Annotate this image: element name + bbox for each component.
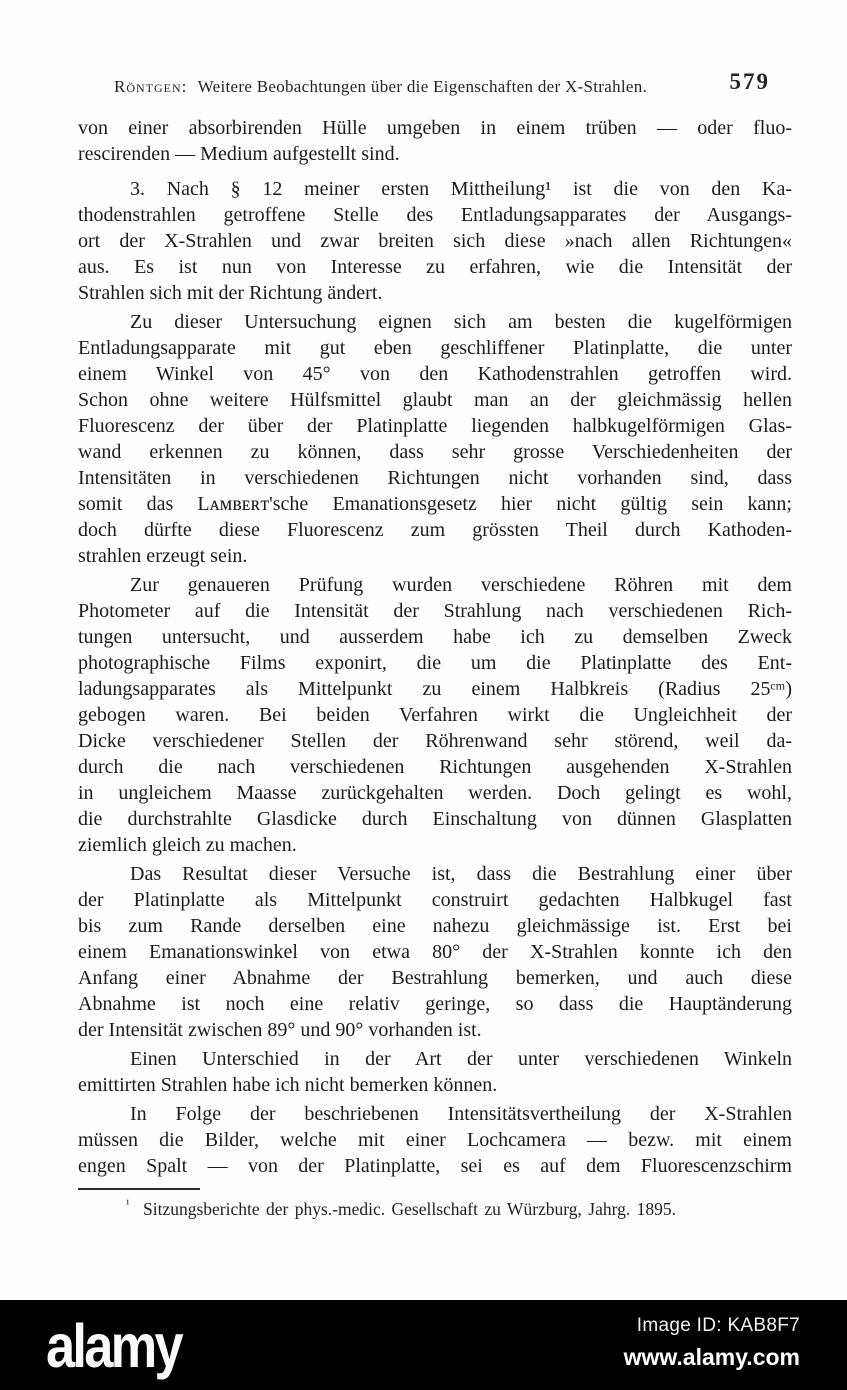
text-line: Zur genaueren Prüfung wurden verschiedene Röhren mit dem xyxy=(130,574,792,596)
text-line: gebogen waren. Bei beiden Verfahren wirkt die Ungleichheit der xyxy=(78,704,792,726)
text-line: in ungleichem Maasse zurückgehalten werden. Doch gelingt es wohl, xyxy=(78,782,792,804)
text-line: Zu dieser Untersuchung eignen sich am besten die kugelförmigen xyxy=(130,311,792,333)
running-head-title: Weitere Beobachtungen über die Eigenschaften der X-Strahlen. xyxy=(197,77,648,96)
footnote-text: Sitzungsberichte der phys.-medic. Gesellschaft zu Würzburg, Jahrg. 1895. xyxy=(142,1198,677,1219)
page-number: 579 xyxy=(729,69,770,94)
footnote-marker: ¹ xyxy=(126,1197,130,1211)
image-id-text: Image ID: KAB8F7 xyxy=(636,1315,800,1336)
text-line: Intensitäten in verschiedenen Richtungen nicht vorhanden sind, dass xyxy=(78,467,792,489)
text-line: In Folge der beschriebenen Intensitätsvertheilung der X-Strahlen xyxy=(130,1103,792,1125)
text-line: müssen die Bilder, welche mit einer Lochcamera — bezw. mit einem xyxy=(78,1129,792,1151)
text-line: 3. Nach § 12 meiner ersten Mittheilung¹ ist die von den Ka- xyxy=(130,178,792,200)
text-line: einem Emanationswinkel von etwa 80° der X-Strahlen konnte ich den xyxy=(78,941,792,963)
text-line: tungen untersucht, und ausserdem habe ich zu demselben Zweck xyxy=(78,626,792,648)
running-head-author: Röntgen: xyxy=(114,77,188,96)
page-content xyxy=(78,69,792,1220)
text-line: die durchstrahlte Glasdicke durch Einschaltung von dünnen Glasplatten xyxy=(78,808,792,830)
text-line: aus. Es ist nun von Interesse zu erfahren, wie die Intensität der xyxy=(78,256,792,278)
text-line: wand erkennen zu können, dass sehr grosse Verschiedenheiten der xyxy=(78,441,792,463)
text-line: durch die nach verschiedenen Richtungen ausgehenden X-Strahlen xyxy=(78,756,792,778)
text-line: Entladungsapparate mit gut eben geschliffener Platinplatte, die unter xyxy=(78,337,792,359)
text-line: thodenstrahlen getroffene Stelle des Entladungsapparates der Ausgangs- xyxy=(78,204,792,226)
text-line: engen Spalt — von der Platinplatte, sei es auf dem Fluorescenzschirm xyxy=(78,1155,792,1177)
text-line: einem Winkel von 45° von den Kathodenstrahlen getroffen wird. xyxy=(78,363,792,385)
text-line: Strahlen sich mit der Richtung ändert. xyxy=(78,282,383,304)
website-text: www.alamy.com xyxy=(623,1344,800,1370)
text-line: emittirten Strahlen habe ich nicht bemerken können. xyxy=(78,1074,498,1096)
text-line: Anfang einer Abnahme der Bestrahlung bemerken, und auch diese xyxy=(78,967,792,989)
text-line: doch dürfte diese Fluorescenz zum grössten Theil durch Kathoden- xyxy=(78,519,792,541)
text-line: photographische Films exponirt, die um die Platinplatte des Ent- xyxy=(78,652,792,674)
text-line: bis zum Rande derselben eine nahezu gleichmässige ist. Erst bei xyxy=(78,915,792,937)
text-line: von einer absorbirenden Hülle umgeben in einem trüben — oder fluo- xyxy=(78,117,792,139)
text-line: der Platinplatte als Mittelpunkt construirt gedachten Halbkugel fast xyxy=(78,889,792,911)
body-text xyxy=(78,115,792,1179)
running-head xyxy=(78,69,792,98)
text-line: strahlen erzeugt sein. xyxy=(78,545,248,567)
footnote-rule xyxy=(78,1188,200,1190)
text-line: Photometer auf die Intensität der Strahlung nach verschiedenen Rich- xyxy=(78,600,792,622)
text-line: der Intensität zwischen 89° und 90° vorhanden ist. xyxy=(78,1019,482,1041)
text-line: Dicke verschiedener Stellen der Röhrenwand sehr störend, weil da- xyxy=(78,730,792,752)
text-line: Fluorescenz der über der Platinplatte liegenden halbkugelförmigen Glas- xyxy=(78,415,792,437)
footnote xyxy=(78,1197,792,1220)
text-line: ziemlich gleich zu machen. xyxy=(78,834,297,856)
text-line: Schon ohne weitere Hülfsmittel glaubt man an der gleichmässig hellen xyxy=(78,389,792,411)
text-line: somit das Lᴀᴍʙᴇʀᴛ'sche Emanationsgesetz hier nicht gültig sein kann; xyxy=(78,493,792,515)
text-line: Das Resultat dieser Versuche ist, dass die Bestrahlung einer über xyxy=(130,863,792,885)
text-line: ladungsapparates als Mittelpunkt zu einem Halbkreis (Radius 25ᶜᵐ) xyxy=(78,678,792,700)
text-line: ort der X-Strahlen und zwar breiten sich diese »nach allen Richtungen« xyxy=(78,230,792,252)
alamy-logo: alamy xyxy=(46,1311,181,1381)
text-line: Abnahme ist noch eine relativ geringe, so dass die Hauptänderung xyxy=(78,993,792,1015)
text-line: rescirenden — Medium aufgestellt sind. xyxy=(78,143,400,165)
watermark-bar xyxy=(0,1300,847,1390)
watermark-info xyxy=(624,1315,800,1371)
text-line: Einen Unterschied in der Art der unter verschiedenen Winkeln xyxy=(130,1048,792,1070)
